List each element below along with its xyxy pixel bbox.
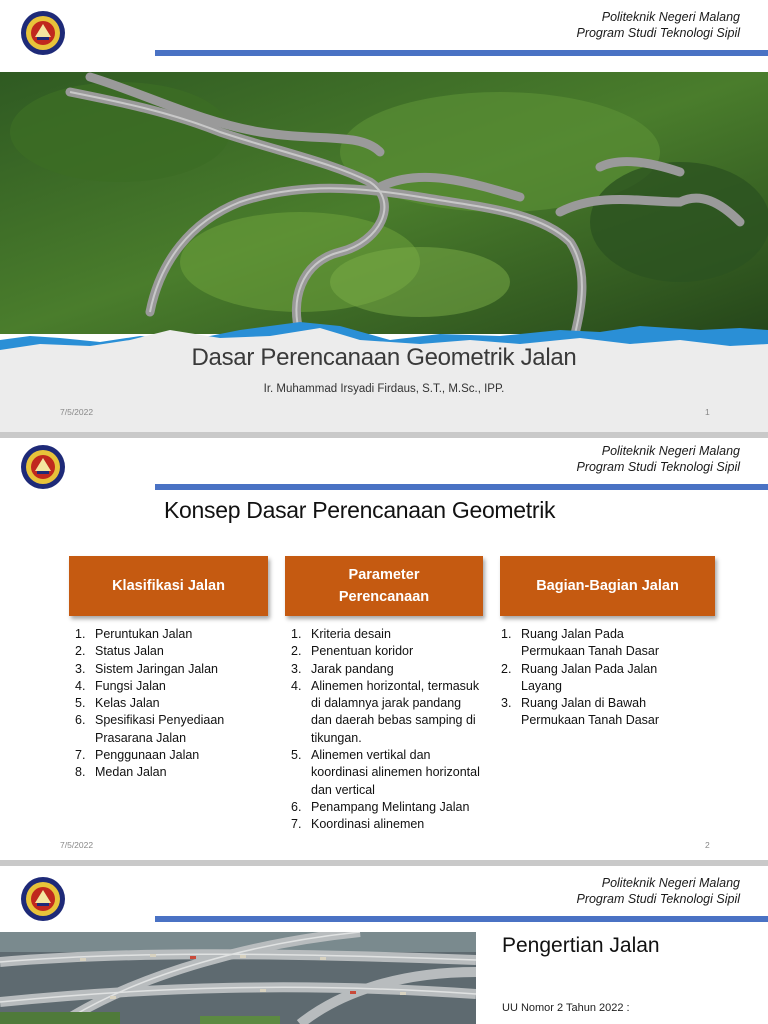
list-item: 5. Alinemen vertikal dan koordinasi alinemen horizontal dan vertical xyxy=(291,748,480,797)
list-item: 6. Spesifikasi Penyediaan Prasarana Jalan xyxy=(75,713,225,745)
list-item: 3. Ruang Jalan di Bawah Permukaan Tanah Dasar xyxy=(501,696,660,728)
slide-separator xyxy=(0,432,768,438)
list-item: 7. Koordinasi alinemen xyxy=(291,817,425,832)
slide-2-date: 7/5/2022 xyxy=(60,840,94,850)
program-name: Program Studi Teknologi Sipil xyxy=(576,460,740,474)
slide-2-title: Konsep Dasar Perencanaan Geometrik xyxy=(164,497,556,523)
slide-1-title: Dasar Perencanaan Geometrik Jalan xyxy=(191,344,577,371)
polinema-logo-icon xyxy=(20,876,66,922)
slide-1 xyxy=(0,0,768,432)
program-name: Program Studi Teknologi Sipil xyxy=(576,26,740,40)
list-item: 6. Penampang Melintang Jalan xyxy=(291,799,470,814)
slide-2-page-number: 2 xyxy=(705,840,710,850)
column-header-parameter-line1: Parameter xyxy=(348,567,420,583)
slide-1-page-number: 1 xyxy=(705,407,710,417)
list-item: 4. Fungsi Jalan xyxy=(75,678,166,693)
list-item: 1. Kriteria desain xyxy=(291,627,391,641)
list-item: 2. Ruang Jalan Pada Jalan Layang xyxy=(501,661,658,693)
institution-name: Politeknik Negeri Malang xyxy=(601,444,740,458)
list-item: 7. Penggunaan Jalan xyxy=(75,748,200,763)
list-item: 2. Status Jalan xyxy=(75,644,164,659)
polinema-logo-icon xyxy=(20,10,66,56)
header-accent-bar xyxy=(155,50,768,56)
list-item: 4. Alinemen horizontal, termasuk di dalamnya jarak pandang dan daerah bebas samping di tikungan. xyxy=(291,678,480,745)
slide-1-date: 7/5/2022 xyxy=(60,407,94,417)
polinema-logo-icon xyxy=(20,444,66,490)
list-bagian xyxy=(495,626,680,730)
list-item: 2. Penentuan koridor xyxy=(291,644,414,659)
list-item: 8. Medan Jalan xyxy=(75,765,167,780)
header-accent-bar xyxy=(155,484,768,490)
column-header-klasifikasi: Klasifikasi Jalan xyxy=(69,556,268,616)
institution-header xyxy=(576,9,740,41)
list-item: 5. Kelas Jalan xyxy=(75,696,160,711)
list-parameter xyxy=(285,626,485,834)
institution-name: Politeknik Negeri Malang xyxy=(601,10,740,24)
author-name: Ir. Muhammad Irsyadi Firdaus, S.T., M.Sc., IPP. xyxy=(263,383,505,395)
list-item: 1. Ruang Jalan Pada Permukaan Tanah Dasar xyxy=(501,627,660,659)
slide-3-title: Pengertian Jalan xyxy=(502,934,660,957)
list-item: 3. Jarak pandang xyxy=(291,661,394,676)
column-header-parameter-line2: Perencanaan xyxy=(338,589,430,605)
list-item: 3. Sistem Jaringan Jalan xyxy=(75,661,218,676)
institution-name: Politeknik Negeri Malang xyxy=(601,876,740,890)
institution-header xyxy=(576,443,740,475)
slide-3-text: UU Nomor 2 Tahun 2022 : xyxy=(502,1002,630,1014)
header-accent-bar xyxy=(155,916,768,922)
list-klasifikasi xyxy=(69,626,264,782)
slide-separator xyxy=(0,860,768,866)
highway-interchange-image xyxy=(0,932,476,1024)
hero-image-mountain-road xyxy=(0,72,768,334)
list-item: 1. Peruntukan Jalan xyxy=(75,627,193,641)
program-name: Program Studi Teknologi Sipil xyxy=(576,892,740,906)
column-header-parameter xyxy=(285,556,483,616)
column-header-bagian: Bagian-Bagian Jalan xyxy=(500,556,715,616)
institution-header xyxy=(576,875,740,907)
